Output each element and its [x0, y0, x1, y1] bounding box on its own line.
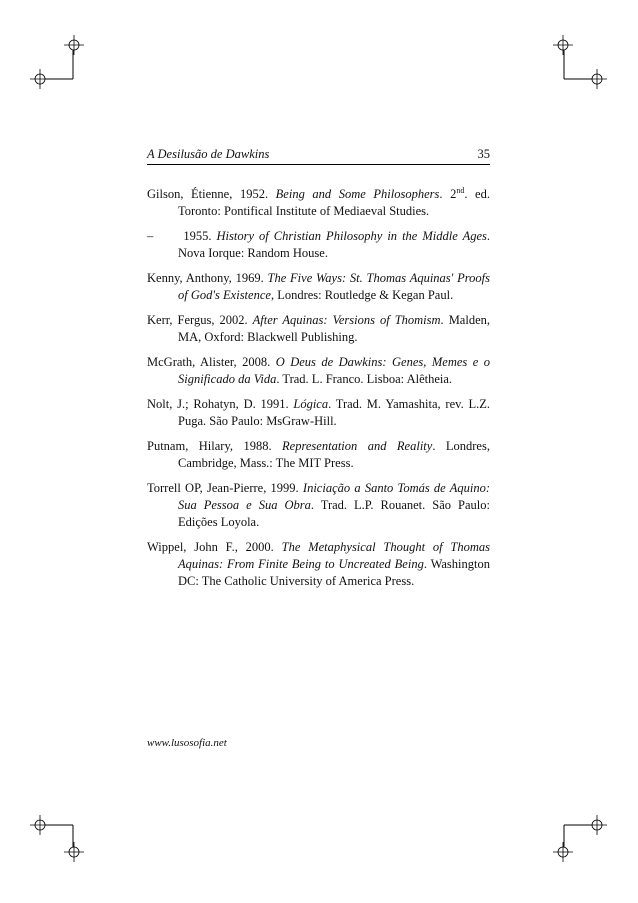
entry-title: History of Christian Philosophy in the Middle Ages	[216, 229, 487, 243]
running-title: A Desilusão de Dawkins	[147, 147, 270, 161]
entry-suffix: . Londres, Cambridge, Mass.: The MIT Press.	[178, 439, 490, 470]
entry-superscript: nd	[456, 185, 465, 195]
entry-prefix: Nolt, J.; Rohatyn, D. 1991.	[147, 397, 294, 411]
entry-prefix: Kerr, Fergus, 2002.	[147, 313, 253, 327]
bibliography-entry	[147, 438, 490, 472]
entry-prefix: Putnam, Hilary, 1988.	[147, 439, 283, 453]
entry-suffix: . Trad. L.P. Rouanet. São Paulo: Edições Loyola.	[178, 498, 490, 529]
bibliography-entry	[147, 396, 490, 430]
entry-suffix: , Londres: Routledge & Kegan Paul.	[270, 288, 454, 302]
crop-mark-top-right	[547, 35, 607, 95]
page-number: 35	[477, 147, 490, 161]
bibliography-entry	[147, 228, 490, 262]
bibliography-entry	[147, 539, 490, 590]
crop-mark-top-left	[30, 35, 90, 95]
entry-title: O Deus de Dawkins: Genes, Memes e o Significado da Vida	[178, 355, 490, 386]
bibliography-entry	[147, 480, 490, 531]
entry-prefix: – 1955.	[147, 229, 217, 243]
entry-prefix: Kenny, Anthony, 1969.	[147, 271, 268, 285]
crop-mark-bottom-left	[30, 810, 90, 870]
entry-prefix: Gilson, Étienne, 1952.	[147, 187, 276, 201]
entry-title: The Five Ways: St. Thomas Aquinas' Proofs of God's Existence	[178, 271, 490, 302]
entry-prefix: Wippel, John F., 2000.	[147, 540, 282, 554]
entry-title: Representation and Reality	[282, 439, 433, 453]
entry-suffix: . Malden, MA, Oxford: Blackwell Publishing.	[178, 313, 490, 344]
entry-suffix: . Washington DC: The Catholic University of America Press.	[178, 557, 490, 588]
entry-suffix: . Nova Iorque: Random House.	[178, 229, 490, 260]
bibliography-entry	[147, 186, 490, 220]
footer-url: www.lusosofia.net	[147, 737, 227, 749]
entry-suffix: . Trad. L. Franco. Lisboa: Alêtheia.	[276, 372, 453, 386]
entry-suffix: . Trad. M. Yamashita, rev. L.Z. Puga. São Paulo: MsGraw-Hill.	[178, 397, 490, 428]
entry-title: Lógica	[293, 397, 329, 411]
bibliography-list	[147, 186, 490, 598]
entry-title: After Aquinas: Versions of Thomism	[252, 313, 441, 327]
entry-title: Iniciação a Santo Tomás de Aquino: Sua Pessoa e Sua Obra	[178, 481, 490, 512]
entry-title: The Metaphysical Thought of Thomas Aquinas: From Finite Being to Uncreated Being	[178, 540, 490, 571]
bibliography-entry	[147, 354, 490, 388]
crop-mark-bottom-right	[547, 810, 607, 870]
entry-suffix: . ed. Toronto: Pontifical Institute of Mediaeval Studies.	[178, 187, 490, 218]
entry-prefix: McGrath, Alister, 2008.	[147, 355, 276, 369]
running-header	[147, 147, 490, 165]
entry-mid: . 2	[439, 187, 457, 201]
bibliography-entry	[147, 270, 490, 304]
entry-title: Being and Some Philosophers	[275, 187, 440, 201]
bibliography-entry	[147, 312, 490, 346]
entry-prefix: Torrell OP, Jean-Pierre, 1999.	[147, 481, 303, 495]
